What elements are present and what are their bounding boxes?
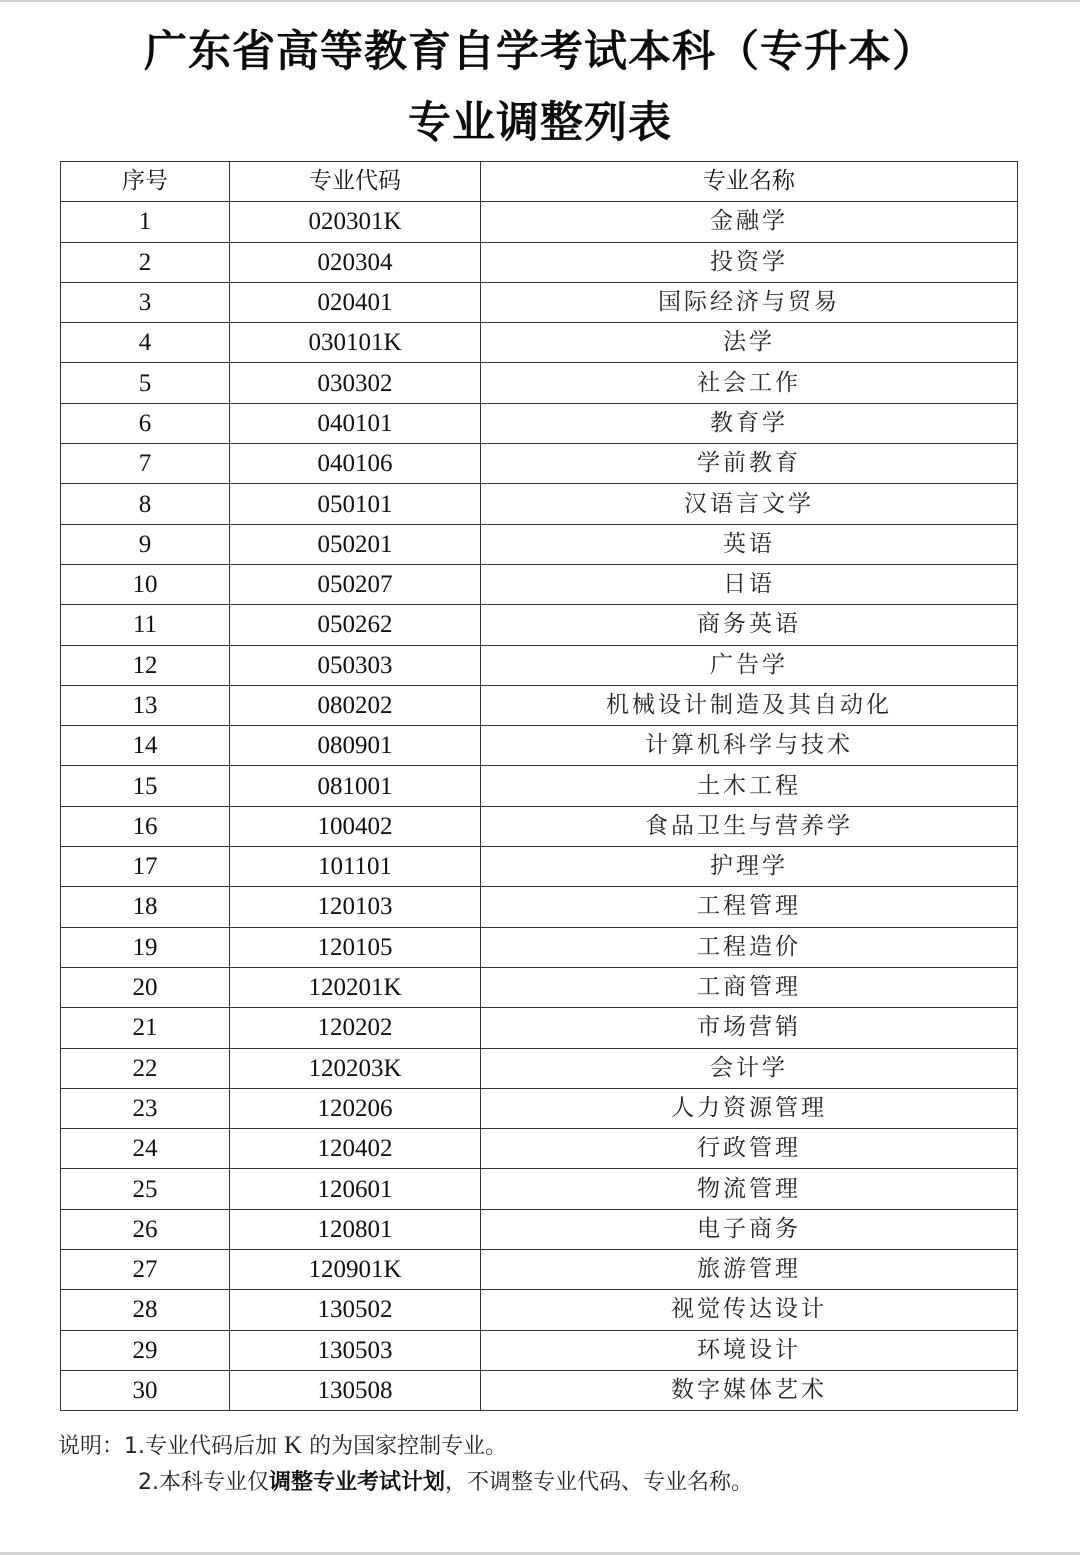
table-row xyxy=(61,1129,1018,1169)
major-name-cell: 国际经济与贸易 xyxy=(481,282,1018,322)
table-row xyxy=(61,766,1018,806)
major-code-cell: 130503 xyxy=(230,1330,481,1370)
note-2-emphasis: 调整专业考试计划 xyxy=(269,1470,446,1495)
major-code-cell: 040106 xyxy=(230,444,481,484)
table-row xyxy=(61,645,1018,685)
major-code-cell: 050262 xyxy=(230,605,481,645)
major-code-cell: 050201 xyxy=(230,524,481,564)
major-code-cell: 120203K xyxy=(230,1048,481,1088)
header-major-code: 专业代码 xyxy=(230,162,481,202)
major-name-cell: 法学 xyxy=(481,323,1018,363)
table-row xyxy=(61,685,1018,725)
major-code-cell: 081001 xyxy=(230,766,481,806)
serial-number-cell: 2 xyxy=(61,242,230,282)
serial-number-cell: 21 xyxy=(61,1008,230,1048)
serial-number-cell: 4 xyxy=(61,323,230,363)
serial-number-cell: 13 xyxy=(61,685,230,725)
major-code-cell: 120801 xyxy=(230,1209,481,1249)
major-name-cell: 工商管理 xyxy=(481,967,1018,1007)
serial-number-cell: 20 xyxy=(61,967,230,1007)
major-name-cell: 食品卫生与营养学 xyxy=(481,806,1018,846)
major-name-cell: 日语 xyxy=(481,564,1018,604)
major-name-cell: 护理学 xyxy=(481,847,1018,887)
major-name-cell: 视觉传达设计 xyxy=(481,1290,1018,1330)
serial-number-cell: 18 xyxy=(61,887,230,927)
major-code-cell: 120402 xyxy=(230,1129,481,1169)
note-2 xyxy=(58,1465,1058,1501)
major-name-cell: 工程管理 xyxy=(481,887,1018,927)
document-title: 广东省高等教育自学考试本科（专升本） xyxy=(144,27,936,77)
table-row xyxy=(61,363,1018,403)
major-code-cell: 130502 xyxy=(230,1290,481,1330)
serial-number-cell: 24 xyxy=(61,1129,230,1169)
serial-number-cell: 23 xyxy=(61,1088,230,1128)
table-row xyxy=(61,806,1018,846)
serial-number-cell: 26 xyxy=(61,1209,230,1249)
major-name-cell: 计算机科学与技术 xyxy=(481,726,1018,766)
major-code-cell: 100402 xyxy=(230,806,481,846)
major-code-cell: 020304 xyxy=(230,242,481,282)
major-name-cell: 数字媒体艺术 xyxy=(481,1370,1018,1410)
serial-number-cell: 17 xyxy=(61,847,230,887)
document-subtitle: 专业调整列表 xyxy=(408,98,672,148)
major-name-cell: 学前教育 xyxy=(481,444,1018,484)
table-row xyxy=(61,1008,1018,1048)
serial-number-cell: 30 xyxy=(61,1370,230,1410)
serial-number-cell: 19 xyxy=(61,927,230,967)
table-row xyxy=(61,1370,1018,1410)
serial-number-cell: 27 xyxy=(61,1250,230,1290)
notes-section xyxy=(58,1428,1058,1501)
table-row xyxy=(61,1088,1018,1128)
major-code-cell: 120202 xyxy=(230,1008,481,1048)
serial-number-cell: 14 xyxy=(61,726,230,766)
note-1-text-end: 的为国家控制专业。 xyxy=(309,1434,508,1459)
serial-number-cell: 25 xyxy=(61,1169,230,1209)
serial-number-cell: 22 xyxy=(61,1048,230,1088)
major-code-cell: 050207 xyxy=(230,564,481,604)
major-name-cell: 旅游管理 xyxy=(481,1250,1018,1290)
table-row xyxy=(61,1330,1018,1370)
serial-number-cell: 11 xyxy=(61,605,230,645)
table-row xyxy=(61,242,1018,282)
table-header-row xyxy=(61,162,1018,202)
table-row xyxy=(61,444,1018,484)
major-code-cell: 120601 xyxy=(230,1169,481,1209)
major-name-cell: 投资学 xyxy=(481,242,1018,282)
table-row xyxy=(61,403,1018,443)
major-name-cell: 汉语言文学 xyxy=(481,484,1018,524)
table-row xyxy=(61,202,1018,242)
serial-number-cell: 6 xyxy=(61,403,230,443)
serial-number-cell: 15 xyxy=(61,766,230,806)
note-1-k-marker: K xyxy=(284,1432,303,1459)
serial-number-cell: 5 xyxy=(61,363,230,403)
major-name-cell: 金融学 xyxy=(481,202,1018,242)
table-row xyxy=(61,1290,1018,1330)
major-name-cell: 物流管理 xyxy=(481,1169,1018,1209)
serial-number-cell: 9 xyxy=(61,524,230,564)
major-name-cell: 行政管理 xyxy=(481,1129,1018,1169)
serial-number-cell: 7 xyxy=(61,444,230,484)
major-code-cell: 120206 xyxy=(230,1088,481,1128)
major-name-cell: 社会工作 xyxy=(481,363,1018,403)
serial-number-cell: 12 xyxy=(61,645,230,685)
table-row xyxy=(61,1209,1018,1249)
major-code-cell: 030101K xyxy=(230,323,481,363)
table-row xyxy=(61,847,1018,887)
major-name-cell: 机械设计制造及其自动化 xyxy=(481,685,1018,725)
header-serial-number: 序号 xyxy=(61,162,230,202)
table-row xyxy=(61,605,1018,645)
major-code-cell: 030302 xyxy=(230,363,481,403)
major-name-cell: 教育学 xyxy=(481,403,1018,443)
serial-number-cell: 16 xyxy=(61,806,230,846)
table-row xyxy=(61,1250,1018,1290)
major-name-cell: 工程造价 xyxy=(481,927,1018,967)
major-name-cell: 广告学 xyxy=(481,645,1018,685)
table-row xyxy=(61,1169,1018,1209)
notes-label: 说明： xyxy=(58,1434,125,1459)
major-name-cell: 电子商务 xyxy=(481,1209,1018,1249)
note-1-text: 1.专业代码后加 xyxy=(124,1434,278,1459)
major-code-cell: 080202 xyxy=(230,685,481,725)
table-row xyxy=(61,967,1018,1007)
major-code-cell: 020401 xyxy=(230,282,481,322)
serial-number-cell: 3 xyxy=(61,282,230,322)
serial-number-cell: 28 xyxy=(61,1290,230,1330)
major-code-cell: 120105 xyxy=(230,927,481,967)
table-row xyxy=(61,282,1018,322)
majors-table xyxy=(60,161,1018,1411)
major-code-cell: 020301K xyxy=(230,202,481,242)
table-row xyxy=(61,887,1018,927)
major-code-cell: 120901K xyxy=(230,1250,481,1290)
table-row xyxy=(61,1048,1018,1088)
table-row xyxy=(61,726,1018,766)
serial-number-cell: 29 xyxy=(61,1330,230,1370)
table-row xyxy=(61,323,1018,363)
major-code-cell: 101101 xyxy=(230,847,481,887)
major-code-cell: 120201K xyxy=(230,967,481,1007)
major-name-cell: 会计学 xyxy=(481,1048,1018,1088)
major-code-cell: 050101 xyxy=(230,484,481,524)
serial-number-cell: 8 xyxy=(61,484,230,524)
table-row xyxy=(61,484,1018,524)
note-2-text: 2.本科专业仅 xyxy=(138,1470,269,1495)
major-name-cell: 土木工程 xyxy=(481,766,1018,806)
major-code-cell: 120103 xyxy=(230,887,481,927)
major-code-cell: 080901 xyxy=(230,726,481,766)
major-name-cell: 环境设计 xyxy=(481,1330,1018,1370)
serial-number-cell: 10 xyxy=(61,564,230,604)
table-row xyxy=(61,524,1018,564)
major-code-cell: 130508 xyxy=(230,1370,481,1410)
table-row xyxy=(61,564,1018,604)
top-border-line xyxy=(0,0,1080,2)
major-name-cell: 英语 xyxy=(481,524,1018,564)
major-code-cell: 050303 xyxy=(230,645,481,685)
note-2-text-end: ，不调整专业代码、专业名称。 xyxy=(445,1470,754,1495)
table-row xyxy=(61,927,1018,967)
major-name-cell: 商务英语 xyxy=(481,605,1018,645)
major-name-cell: 人力资源管理 xyxy=(481,1088,1018,1128)
note-1 xyxy=(58,1428,1058,1465)
header-major-name: 专业名称 xyxy=(481,162,1018,202)
major-name-cell: 市场营销 xyxy=(481,1008,1018,1048)
major-code-cell: 040101 xyxy=(230,403,481,443)
serial-number-cell: 1 xyxy=(61,202,230,242)
